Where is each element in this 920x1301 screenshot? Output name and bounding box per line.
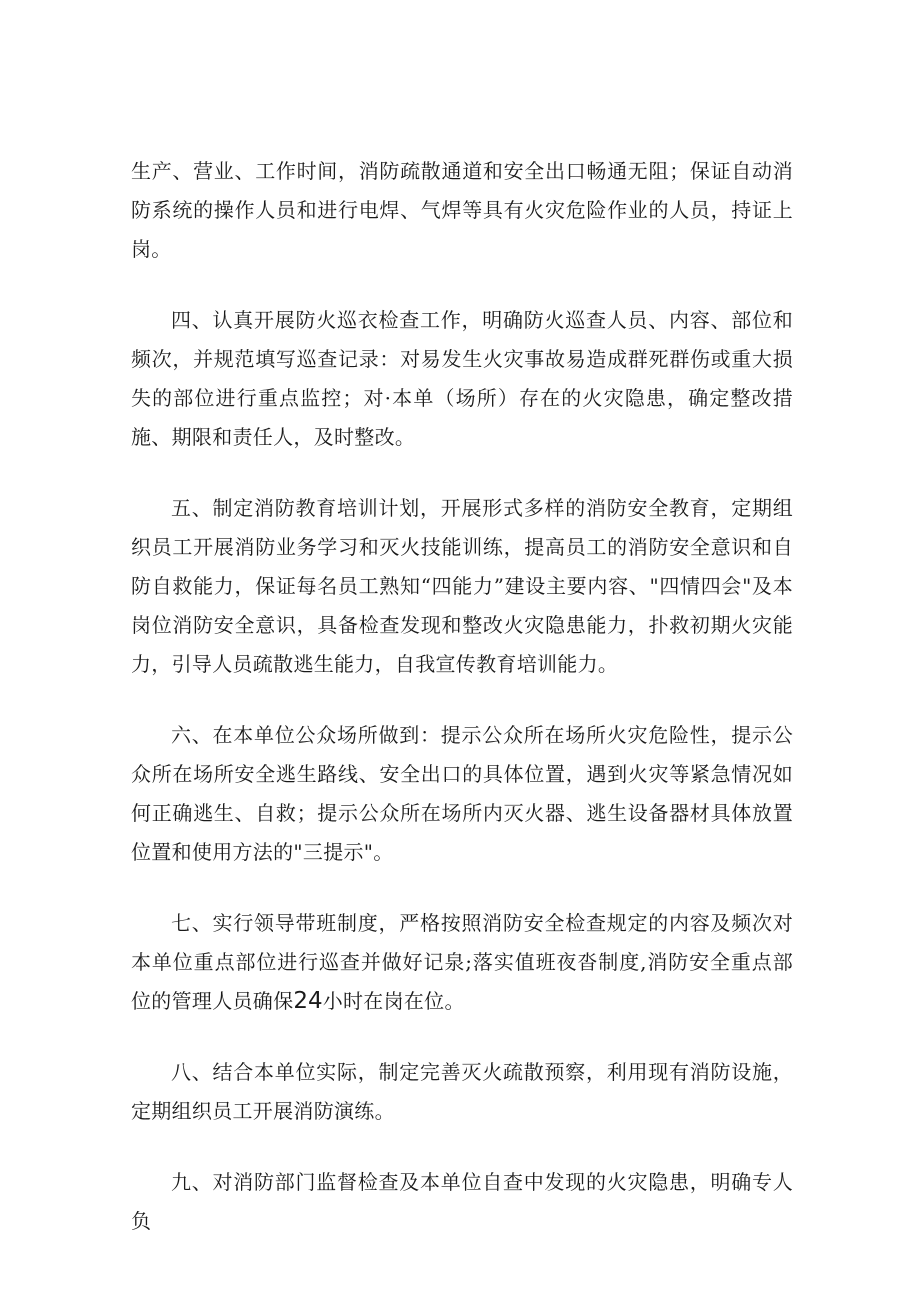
paragraph-item-4: 四、认真开展防火巡衣检查工作，明确防火巡查人员、内容、部位和频次，并规范填写巡查记录：对易发生火灾事故易造成群死群伤或重大损失的部位进行重点监控；对·本单（场所）存在的火灾隐患，确定整改措施、期限和责任人，及时整改。 <box>131 308 793 449</box>
paragraph-item-5: 五、制定消防教育培训计划，开展形式多样的消防安全教育，定期组织员工开展消防业务学习和灭火技能训练，提高员工的消防安全意识和自防自救能力，保证每名员工熟知“四能力”建设主要内容、"四情四会"及本岗位消防安全意识，具备检查发现和整改火灾隐患能力，扑救初期火灾能力，引导人员疏散逃生能力，自我宣传教育培训能力。 <box>131 496 793 676</box>
paragraph-continued: 生产、营业、工作时间，消防疏散通道和安全出口畅通无阻；保证自动消防系统的操作人员和进行电焊、气焊等具有火灾危险作业的人员，持证上岗。 <box>131 159 793 261</box>
document-page <box>131 152 793 1273</box>
paragraph-item-9: 九、对消防部门监督检查及本单位自查中发现的火灾隐患，明确专人负 <box>131 1170 793 1233</box>
paragraph-item-8: 八、结合本单位实际，制定完善灭火疏散预察，利用现有消防设施，定期组织员工开展消防演练。 <box>131 1060 793 1123</box>
paragraph-item-6: 六、在本单位公众场所做到：提示公众所在场所火灾危险性，提示公众所在场所安全逃生路线、安全出口的具体位置，遇到火灾等紧急情况如何正确逃生、自救；提示公众所在场所内灭火器、逃生设备器材具体放置位置和使用方法的"三提示"。 <box>131 723 793 864</box>
hours-number: 24 <box>293 988 323 1014</box>
paragraph-item-7 <box>131 904 793 1021</box>
paragraph-item-7-text-before: 七、实行领导带班制度，严格按照消防安全检查规定的内容及频次对本单位重点部位进行巡查并做好记泉;落实值班夜沓制度,消防安全重点部位的管理人员确保 <box>131 911 793 1013</box>
paragraph-item-7-text-after: 小时在岗在位。 <box>322 989 465 1013</box>
